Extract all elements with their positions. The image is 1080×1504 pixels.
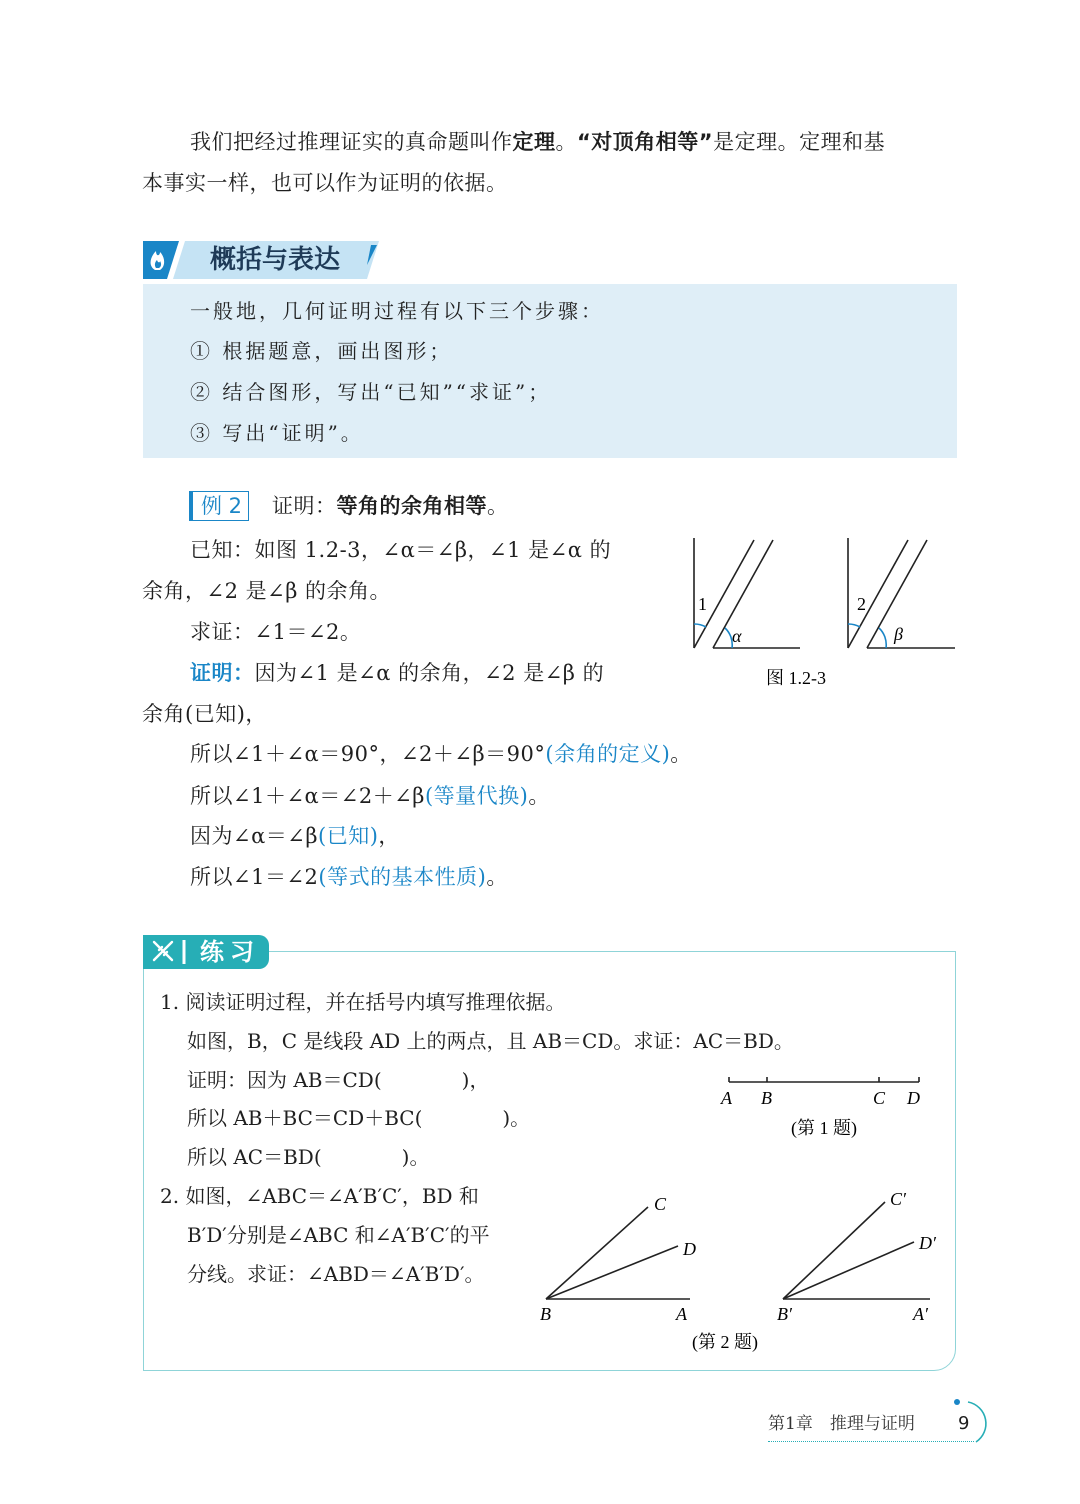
step-end: 。 bbox=[670, 742, 692, 766]
figure-label-beta: β bbox=[894, 624, 903, 644]
proof-line-2: 余角(已知)， bbox=[142, 702, 267, 726]
step-reason: (余角的定义) bbox=[545, 742, 671, 766]
q2-point-c: C bbox=[654, 1194, 667, 1214]
term-vertical-angles: “对顶角相等” bbox=[577, 130, 714, 154]
q2-point-b: B bbox=[540, 1304, 551, 1324]
figure-label-2: 2 bbox=[857, 594, 866, 614]
page-number: 9 bbox=[958, 1413, 970, 1434]
q1-point-c: C bbox=[873, 1088, 886, 1108]
practice-title: 练习 bbox=[200, 938, 260, 966]
footer-chapter: 第1章 推理与证明 bbox=[768, 1414, 915, 1434]
footer-divider bbox=[768, 1441, 974, 1442]
proof-step-2 bbox=[190, 776, 550, 816]
proof-label: 证明： bbox=[190, 661, 255, 685]
figure-label-alpha: α bbox=[732, 626, 742, 646]
prove-line: 求证：∠1＝∠2。 bbox=[190, 620, 362, 644]
proof-line-1 bbox=[190, 653, 604, 693]
q2-point-c-prime: C′ bbox=[890, 1189, 906, 1209]
step-text: 所以∠1＋∠α＝∠2＋∠β bbox=[190, 784, 425, 808]
summary-step-1: ① 根据题意，画出图形； bbox=[190, 339, 453, 363]
proof-step-4 bbox=[190, 857, 508, 897]
proof-text: 因为∠1 是∠α 的余角，∠2 是∠β 的 bbox=[254, 661, 605, 685]
q1-line-2: 如图，B，C 是线段 AD 上的两点，且 AB＝CD。求证：AC＝BD。 bbox=[187, 1029, 794, 1053]
proof-step-3 bbox=[190, 816, 400, 856]
figure-label-1: 1 bbox=[698, 594, 707, 614]
q2-line-2: B′D′分别是∠ABC 和∠A′B′C′的平 bbox=[187, 1223, 490, 1247]
step-end: 。 bbox=[486, 865, 508, 889]
given-line-2: 余角，∠2 是∠β 的余角。 bbox=[142, 579, 392, 603]
statement-end: 。 bbox=[487, 494, 509, 518]
step-reason: (等量代换) bbox=[424, 784, 529, 808]
q2-point-a: A bbox=[676, 1304, 687, 1324]
step-text: 因为∠α＝∠β bbox=[190, 824, 319, 848]
statement-prefix: 证明： bbox=[272, 494, 337, 518]
q2-caption: (第 2 题) bbox=[692, 1332, 758, 1352]
step-text: 所以∠1＋∠α＝90°，∠2＋∠β＝90° bbox=[190, 742, 546, 766]
q2-line-1: 2. 如图，∠ABC＝∠A′B′C′，BD 和 bbox=[160, 1184, 479, 1208]
example-statement bbox=[272, 486, 509, 526]
q1-line-1: 1. 阅读证明过程，并在括号内填写推理依据。 bbox=[160, 990, 566, 1014]
intro-text: 我们把经过推理证实的真命题叫作 bbox=[190, 130, 513, 154]
term-theorem: 定理 bbox=[512, 130, 556, 154]
q1-line-4: 所以 AB＋BC＝CD＋BC( )。 bbox=[187, 1106, 531, 1130]
q1-figure bbox=[715, 1070, 945, 1146]
q2-figure bbox=[530, 1180, 950, 1360]
intro-text: 是定理。定理和基 bbox=[713, 130, 886, 154]
given-line-1: 已知：如图 1.2-3，∠α＝∠β，∠1 是∠α 的 bbox=[190, 538, 612, 562]
summary-step-2: ② 结合图形，写出“已知”“求证”； bbox=[190, 380, 552, 404]
intro-line-1 bbox=[190, 122, 885, 162]
q1-point-a: A bbox=[721, 1088, 732, 1108]
intro-line-2: 本事实一样，也可以作为证明的依据。 bbox=[142, 171, 508, 195]
summary-title: 概括与表达 bbox=[210, 245, 341, 275]
q2-point-d: D bbox=[683, 1239, 696, 1259]
step-end: ， bbox=[378, 824, 400, 848]
q1-line-5: 所以 AC＝BD( )。 bbox=[187, 1145, 430, 1169]
step-reason: (等式的基本性质) bbox=[318, 865, 487, 889]
step-end: 。 bbox=[528, 784, 550, 808]
q1-line-3: 证明：因为 AB＝CD( )， bbox=[187, 1068, 490, 1092]
intro-text: 。 bbox=[555, 130, 577, 154]
step-reason: (已知) bbox=[318, 824, 379, 848]
statement-bold: 等角的余角相等 bbox=[336, 494, 487, 518]
example-badge: 例 2 bbox=[189, 491, 249, 521]
summary-line-1: 一般地，几何证明过程有以下三个步骤： bbox=[190, 299, 604, 323]
pencil-ruler-icon bbox=[148, 938, 194, 966]
q1-caption: (第 1 题) bbox=[791, 1118, 857, 1138]
figure-1-2-3 bbox=[680, 530, 970, 700]
page-arc-decoration bbox=[950, 1396, 994, 1448]
q1-point-b: B bbox=[761, 1088, 772, 1108]
proof-step-1 bbox=[190, 734, 692, 774]
summary-step-3: ③ 写出“证明”。 bbox=[190, 421, 364, 445]
figure-caption: 图 1.2-3 bbox=[766, 668, 826, 688]
q2-line-3: 分线。求证：∠ABD＝∠A′B′D′。 bbox=[187, 1262, 485, 1286]
q2-point-a-prime: A′ bbox=[913, 1304, 928, 1324]
q2-point-b-prime: B′ bbox=[777, 1304, 792, 1324]
q1-point-d: D bbox=[907, 1088, 920, 1108]
step-text: 所以∠1＝∠2 bbox=[190, 865, 319, 889]
q2-point-d-prime: D′ bbox=[919, 1233, 936, 1253]
